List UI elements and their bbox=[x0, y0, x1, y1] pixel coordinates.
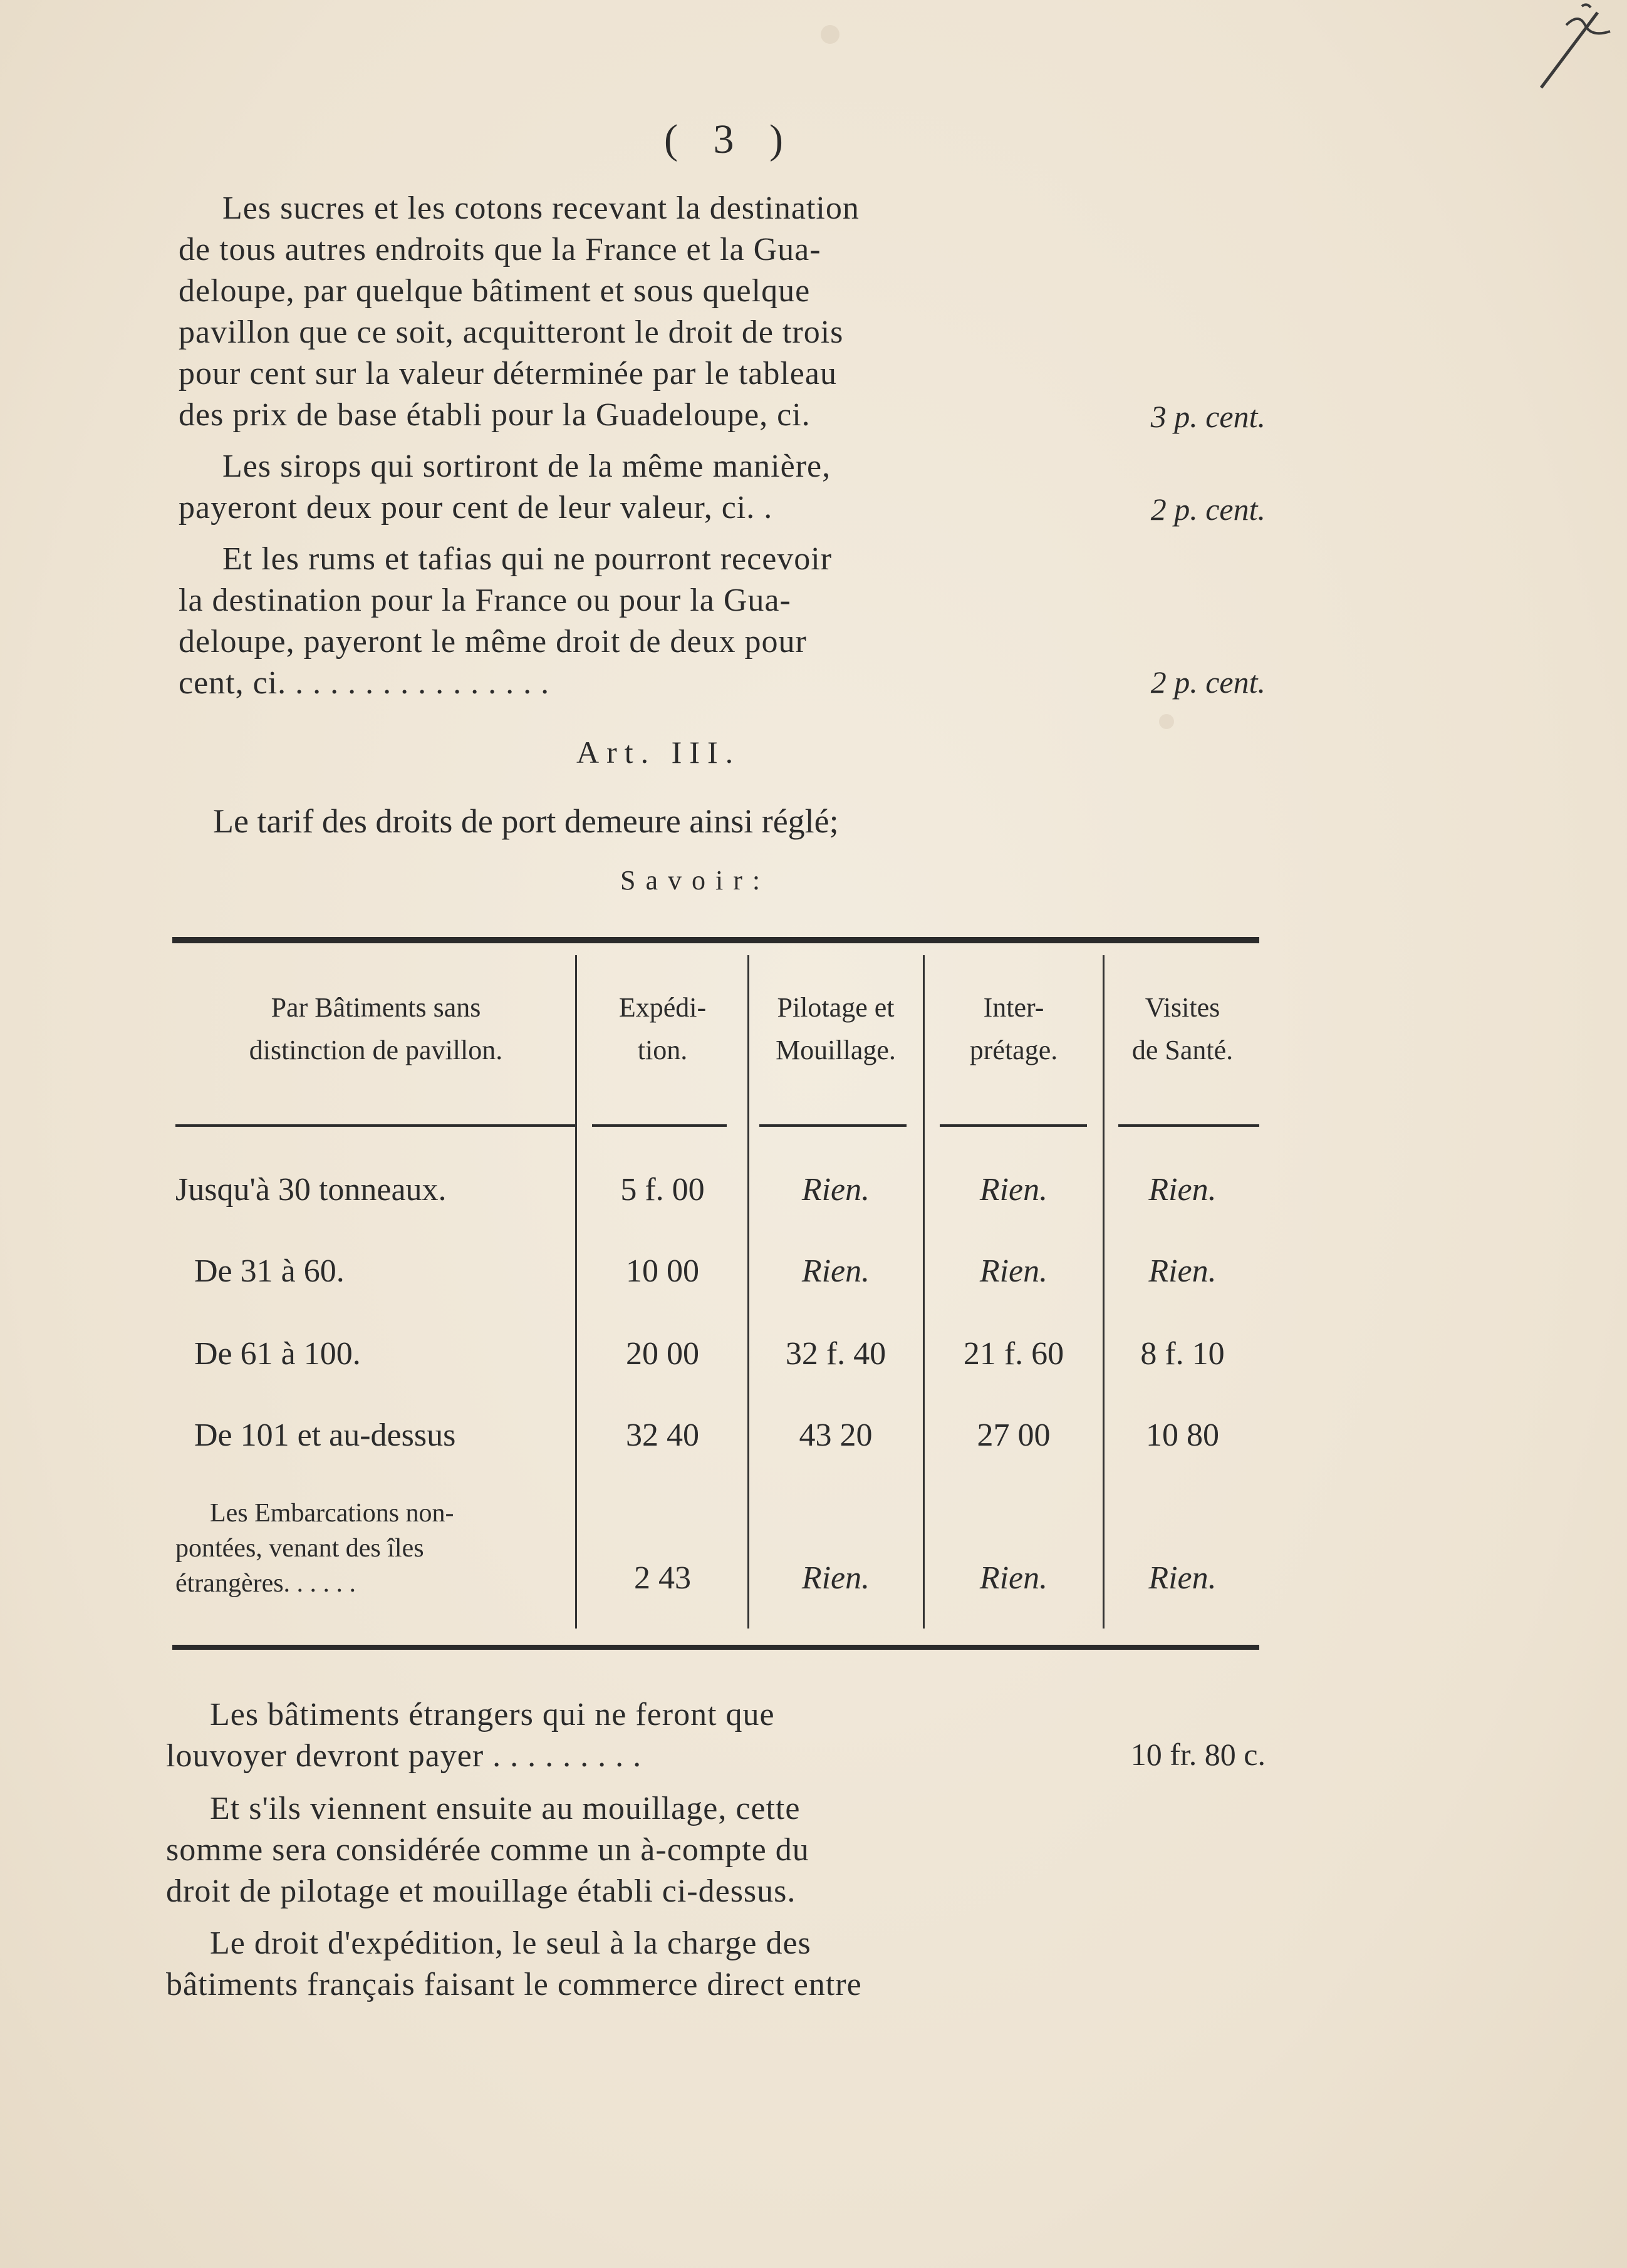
cell-expedition: 5 f. 00 bbox=[620, 1172, 705, 1208]
cell-interpretage: 27 00 bbox=[977, 1417, 1051, 1453]
table-bottom-rule bbox=[172, 1645, 1259, 1650]
header-line: Expédi- bbox=[618, 992, 707, 1023]
header-line: de Santé. bbox=[1131, 1035, 1234, 1065]
text-line: louvoyer devront payer . . . . . . . . . bbox=[166, 1738, 642, 1774]
header-underline bbox=[592, 1124, 727, 1127]
cell-interpretage: Rien. bbox=[979, 1253, 1048, 1289]
cell-expedition: 2 43 bbox=[634, 1560, 691, 1596]
row-label: De 101 et au-dessus bbox=[194, 1417, 456, 1453]
label-line: pontées, venant des îles bbox=[175, 1534, 424, 1563]
page-number: ( 3 ) bbox=[664, 117, 796, 162]
header-underline bbox=[940, 1124, 1087, 1127]
margin-value-sirops: 2 p. cent. bbox=[1150, 492, 1266, 527]
text-line: Les bâtiments étrangers qui ne feront que bbox=[210, 1697, 775, 1732]
text-line: Les sirops qui sortiront de la même manière, bbox=[222, 448, 831, 484]
cell-pilotage: Rien. bbox=[801, 1172, 870, 1208]
text-line: pavillon que ce soit, acquitteront le droit de trois bbox=[179, 314, 844, 350]
cell-interpretage: Rien. bbox=[979, 1560, 1048, 1596]
header-line: prétage. bbox=[969, 1035, 1058, 1065]
row-label-embarcations bbox=[175, 1496, 564, 1601]
cell-visites: Rien. bbox=[1148, 1172, 1217, 1208]
cell-pilotage: Rien. bbox=[801, 1253, 870, 1289]
text-line: Et s'ils viennent ensuite au mouillage, cette bbox=[210, 1791, 801, 1826]
text-line: Et les rums et tafias qui ne pourront recevoir bbox=[222, 541, 833, 577]
header-bâtiments bbox=[179, 986, 573, 1072]
tarif-intro: Le tarif des droits de port demeure ainsi réglé; bbox=[213, 802, 839, 840]
cell-visites: 10 80 bbox=[1146, 1417, 1219, 1453]
text-line: Le droit d'expédition, le seul à la charge des bbox=[210, 1925, 811, 1961]
paper-stain bbox=[821, 25, 839, 44]
header-underline bbox=[1118, 1124, 1259, 1127]
row-label: De 61 à 100. bbox=[194, 1336, 361, 1372]
header-line: Pilotage et bbox=[777, 992, 895, 1023]
row-label: De 31 à 60. bbox=[194, 1253, 345, 1289]
text-line: Les sucres et les cotons recevant la destination bbox=[222, 190, 860, 226]
paragraph-louvoyer bbox=[166, 1694, 1040, 1777]
column-divider bbox=[575, 955, 577, 1629]
label-line: étrangères. . . . . . bbox=[175, 1569, 356, 1598]
text-line: cent, ci. . . . . . . . . . . . . . . . bbox=[179, 665, 550, 701]
margin-value-sucres: 3 p. cent. bbox=[1150, 399, 1266, 434]
column-divider bbox=[923, 955, 925, 1629]
column-divider bbox=[1103, 955, 1105, 1629]
text-line: de tous autres endroits que la France et la Gua- bbox=[179, 232, 821, 267]
cell-visites: 8 f. 10 bbox=[1140, 1336, 1225, 1372]
margin-value-rums: 2 p. cent. bbox=[1150, 665, 1266, 700]
text-line: somme sera considérée comme un à-compte du bbox=[166, 1832, 809, 1868]
header-line: Par Bâtiments sans bbox=[271, 992, 481, 1023]
header-interpretage bbox=[926, 986, 1101, 1072]
table-top-rule bbox=[172, 937, 1259, 943]
cell-pilotage: 43 20 bbox=[799, 1417, 873, 1453]
article-heading: Art. III. bbox=[576, 735, 741, 770]
cell-interpretage: 21 f. 60 bbox=[963, 1336, 1064, 1372]
header-line: Visites bbox=[1145, 992, 1220, 1023]
paragraph-sucres bbox=[179, 188, 1053, 436]
paragraph-rums bbox=[179, 539, 1053, 704]
handwritten-folio-mark bbox=[1529, 0, 1616, 94]
header-line: Inter- bbox=[983, 992, 1044, 1023]
cell-pilotage: 32 f. 40 bbox=[785, 1336, 886, 1372]
header-expedition bbox=[580, 986, 746, 1072]
margin-value-louvoyer: 10 fr. 80 c. bbox=[1130, 1737, 1266, 1772]
paragraph-sirops bbox=[179, 446, 1053, 529]
paragraph-mouillage bbox=[166, 1788, 1040, 1912]
text-line: deloupe, payeront le même droit de deux pour bbox=[179, 624, 807, 660]
text-line: payeront deux pour cent de leur valeur, ci. . bbox=[179, 490, 773, 526]
cell-expedition: 10 00 bbox=[626, 1253, 699, 1289]
text-line: droit de pilotage et mouillage établi ci-dessus. bbox=[166, 1873, 796, 1909]
header-underline bbox=[175, 1124, 576, 1127]
header-pilotage bbox=[751, 986, 921, 1072]
row-label: Jusqu'à 30 tonneaux. bbox=[175, 1172, 447, 1208]
text-line: pour cent sur la valeur déterminée par le tableau bbox=[179, 356, 837, 391]
text-line: bâtiments français faisant le commerce direct entre bbox=[166, 1967, 862, 2002]
text-line: deloupe, par quelque bâtiment et sous quelque bbox=[179, 273, 811, 309]
header-underline bbox=[759, 1124, 907, 1127]
text-line: des prix de base établi pour la Guadeloupe, ci. bbox=[179, 397, 811, 433]
cell-visites: Rien. bbox=[1148, 1560, 1217, 1596]
text-line: la destination pour la France ou pour la Gua- bbox=[179, 583, 791, 618]
header-line: distinction de pavillon. bbox=[249, 1035, 503, 1065]
cell-visites: Rien. bbox=[1148, 1253, 1217, 1289]
cell-expedition: 32 40 bbox=[626, 1417, 699, 1453]
paper-stain bbox=[1159, 714, 1174, 729]
header-visites bbox=[1106, 986, 1259, 1072]
paragraph-expedition bbox=[166, 1923, 1040, 2006]
label-line: Les Embarcations non- bbox=[210, 1499, 454, 1528]
cell-expedition: 20 00 bbox=[626, 1336, 699, 1372]
cell-pilotage: Rien. bbox=[801, 1560, 870, 1596]
cell-interpretage: Rien. bbox=[979, 1172, 1048, 1208]
savoir-heading: Savoir: bbox=[620, 865, 771, 896]
column-divider bbox=[747, 955, 749, 1629]
header-line: tion. bbox=[637, 1035, 688, 1065]
header-line: Mouillage. bbox=[776, 1035, 896, 1065]
